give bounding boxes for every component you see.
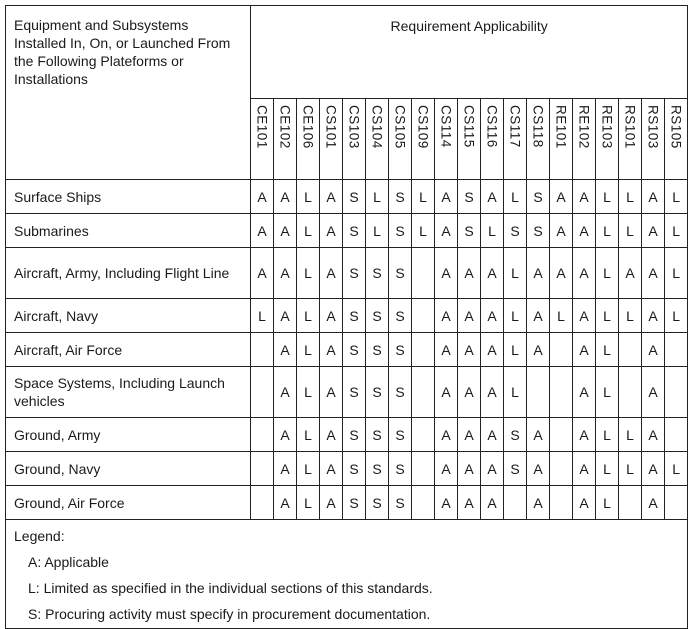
applicability-cell: A xyxy=(573,214,596,248)
row-label: Aircraft, Army, Including Flight Line xyxy=(6,248,251,299)
applicability-cell: A xyxy=(435,299,458,333)
applicability-cell: A xyxy=(458,299,481,333)
column-header-label: CS114 xyxy=(438,105,454,148)
applicability-cell: L xyxy=(504,248,527,299)
applicability-cell: A xyxy=(274,248,297,299)
applicability-cell: A xyxy=(642,180,665,214)
applicability-cell: A xyxy=(435,214,458,248)
applicability-cell: S xyxy=(504,214,527,248)
applicability-cell xyxy=(619,486,642,520)
applicability-cell: A xyxy=(527,418,550,452)
applicability-cell: A xyxy=(274,214,297,248)
row-label: Submarines xyxy=(6,214,251,248)
applicability-cell: A xyxy=(320,180,343,214)
applicability-cell: L xyxy=(665,180,688,214)
applicability-cell: A xyxy=(481,248,504,299)
applicability-cell: A xyxy=(573,299,596,333)
applicability-cell xyxy=(665,418,688,452)
applicability-cell: A xyxy=(573,418,596,452)
column-header-label: CS104 xyxy=(369,105,385,149)
applicability-cell: L xyxy=(596,248,619,299)
applicability-cell: A xyxy=(573,180,596,214)
applicability-cell: A xyxy=(320,214,343,248)
legend-title: Legend: xyxy=(14,528,65,544)
applicability-cell: A xyxy=(274,452,297,486)
applicability-cell: A xyxy=(642,486,665,520)
requirement-applicability-header: Requirement Applicability xyxy=(251,6,688,99)
applicability-cell xyxy=(550,418,573,452)
applicability-cell: L xyxy=(596,367,619,418)
applicability-cell: S xyxy=(389,248,412,299)
applicability-cell: S xyxy=(389,333,412,367)
applicability-cell: L xyxy=(366,214,389,248)
applicability-cell: A xyxy=(642,299,665,333)
column-header-label: CS115 xyxy=(461,105,477,148)
column-header xyxy=(343,99,366,180)
applicability-cell: S xyxy=(366,452,389,486)
applicability-cell: S xyxy=(389,452,412,486)
applicability-cell: S xyxy=(343,180,366,214)
column-header xyxy=(251,99,274,180)
row-label: Surface Ships xyxy=(6,180,251,214)
applicability-cell: S xyxy=(343,299,366,333)
column-header-label: CS116 xyxy=(484,105,500,148)
applicability-cell: A xyxy=(642,248,665,299)
column-header xyxy=(550,99,573,180)
applicability-cell: S xyxy=(366,333,389,367)
column-header xyxy=(665,99,688,180)
applicability-cell: S xyxy=(366,299,389,333)
applicability-cell: A xyxy=(320,299,343,333)
applicability-cell xyxy=(550,452,573,486)
applicability-cell: L xyxy=(665,452,688,486)
column-header-label: CS118 xyxy=(530,105,546,148)
applicability-cell: L xyxy=(504,299,527,333)
applicability-cell: L xyxy=(504,367,527,418)
table-row xyxy=(6,452,688,486)
applicability-cell: L xyxy=(596,299,619,333)
applicability-cell: L xyxy=(297,299,320,333)
applicability-cell: A xyxy=(550,180,573,214)
applicability-cell: A xyxy=(642,333,665,367)
applicability-cell: L xyxy=(596,452,619,486)
applicability-cell: A xyxy=(573,367,596,418)
applicability-cell: A xyxy=(481,180,504,214)
applicability-cell xyxy=(412,248,435,299)
applicability-cell xyxy=(550,367,573,418)
applicability-cell xyxy=(412,367,435,418)
applicability-cell xyxy=(412,299,435,333)
applicability-cell: S xyxy=(343,248,366,299)
column-header xyxy=(366,99,389,180)
column-header xyxy=(573,99,596,180)
applicability-cell: S xyxy=(343,452,366,486)
applicability-cell: A xyxy=(573,452,596,486)
table-row xyxy=(6,418,688,452)
column-header xyxy=(412,99,435,180)
applicability-cell: A xyxy=(481,299,504,333)
applicability-cell: L xyxy=(619,180,642,214)
column-header xyxy=(320,99,343,180)
column-header xyxy=(389,99,412,180)
applicability-cell: A xyxy=(274,486,297,520)
applicability-cell: S xyxy=(504,418,527,452)
column-header xyxy=(527,99,550,180)
applicability-cell: L xyxy=(366,180,389,214)
applicability-cell: L xyxy=(596,486,619,520)
applicability-cell: A xyxy=(458,367,481,418)
table-row xyxy=(6,299,688,333)
column-header xyxy=(504,99,527,180)
applicability-cell xyxy=(665,367,688,418)
table-row xyxy=(6,333,688,367)
legend-item-specify: S: Procuring activity must specify in procurement documentation. xyxy=(28,606,431,622)
applicability-cell: A xyxy=(550,248,573,299)
applicability-cell: L xyxy=(550,299,573,333)
table-row xyxy=(6,486,688,520)
applicability-cell: L xyxy=(412,180,435,214)
row-label: Aircraft, Navy xyxy=(6,299,251,333)
applicability-cell xyxy=(251,367,274,418)
applicability-cell: A xyxy=(274,367,297,418)
applicability-cell: L xyxy=(481,214,504,248)
column-header-label: RS103 xyxy=(645,105,661,149)
applicability-cell: L xyxy=(297,333,320,367)
applicability-cell: S xyxy=(458,180,481,214)
applicability-cell: A xyxy=(619,248,642,299)
applicability-cell: S xyxy=(389,418,412,452)
applicability-cell: L xyxy=(665,299,688,333)
applicability-cell: S xyxy=(366,248,389,299)
column-header xyxy=(458,99,481,180)
applicability-cell: A xyxy=(320,248,343,299)
applicability-cell: S xyxy=(366,367,389,418)
column-header-label: CE106 xyxy=(300,105,316,149)
row-label: Space Systems, Including Launch vehicles xyxy=(6,367,251,418)
applicability-cell: A xyxy=(435,486,458,520)
applicability-cell: L xyxy=(297,486,320,520)
row-label: Ground, Air Force xyxy=(6,486,251,520)
legend-item-limited: L: Limited as specified in the individual sections of this standards. xyxy=(28,580,433,596)
applicability-cell: S xyxy=(343,367,366,418)
applicability-cell: L xyxy=(297,452,320,486)
applicability-cell: S xyxy=(343,333,366,367)
applicability-cell: S xyxy=(527,180,550,214)
applicability-cell: A xyxy=(642,452,665,486)
row-label: Aircraft, Air Force xyxy=(6,333,251,367)
column-header xyxy=(435,99,458,180)
applicability-cell: A xyxy=(481,452,504,486)
applicability-cell: L xyxy=(297,214,320,248)
applicability-cell: L xyxy=(251,299,274,333)
applicability-cell: A xyxy=(527,452,550,486)
applicability-cell: A xyxy=(274,299,297,333)
applicability-cell: L xyxy=(596,180,619,214)
applicability-cell: A xyxy=(435,452,458,486)
table-row xyxy=(6,367,688,418)
applicability-cell: L xyxy=(596,214,619,248)
applicability-cell: A xyxy=(458,452,481,486)
applicability-cell: A xyxy=(481,418,504,452)
applicability-cell xyxy=(619,367,642,418)
applicability-cell xyxy=(412,486,435,520)
applicability-cell xyxy=(550,486,573,520)
applicability-cell xyxy=(251,452,274,486)
applicability-cell: S xyxy=(389,214,412,248)
applicability-cell: A xyxy=(274,418,297,452)
applicability-cell: A xyxy=(320,486,343,520)
applicability-cell: A xyxy=(481,333,504,367)
row-label: Ground, Army xyxy=(6,418,251,452)
applicability-cell: A xyxy=(481,367,504,418)
applicability-cell: A xyxy=(274,180,297,214)
applicability-cell: S xyxy=(458,214,481,248)
column-header-label: RE102 xyxy=(576,105,592,149)
applicability-cell: A xyxy=(458,418,481,452)
applicability-cell: A xyxy=(458,486,481,520)
applicability-cell: A xyxy=(320,418,343,452)
applicability-cell xyxy=(527,367,550,418)
applicability-cell xyxy=(665,486,688,520)
applicability-cell: A xyxy=(320,452,343,486)
legend xyxy=(6,520,688,629)
applicability-cell: A xyxy=(573,486,596,520)
applicability-cell: L xyxy=(504,180,527,214)
applicability-cell: A xyxy=(458,248,481,299)
applicability-cell: A xyxy=(320,333,343,367)
applicability-cell: L xyxy=(412,214,435,248)
applicability-cell xyxy=(251,418,274,452)
column-header-label: CE102 xyxy=(277,105,293,149)
legend-item-applicable: A: Applicable xyxy=(28,554,109,570)
column-header-label: CS103 xyxy=(346,105,362,149)
column-header-label: RE101 xyxy=(553,105,569,149)
applicability-cell xyxy=(412,452,435,486)
column-header xyxy=(481,99,504,180)
applicability-cell: A xyxy=(435,180,458,214)
applicability-cell: A xyxy=(527,333,550,367)
applicability-cell: L xyxy=(619,452,642,486)
table-row xyxy=(6,180,688,214)
applicability-cell: L xyxy=(504,333,527,367)
column-header-label: RS105 xyxy=(668,105,684,149)
applicability-cell: A xyxy=(527,299,550,333)
applicability-cell xyxy=(550,333,573,367)
applicability-cell: L xyxy=(297,248,320,299)
applicability-cell: L xyxy=(596,418,619,452)
applicability-cell: L xyxy=(297,418,320,452)
table-row xyxy=(6,214,688,248)
applicability-cell: S xyxy=(366,486,389,520)
applicability-cell: L xyxy=(619,418,642,452)
column-header-label: CS105 xyxy=(392,105,408,149)
column-header xyxy=(619,99,642,180)
applicability-cell: L xyxy=(596,333,619,367)
column-header-label: CS117 xyxy=(507,105,523,148)
table-row xyxy=(6,248,688,299)
column-header xyxy=(274,99,297,180)
column-header xyxy=(297,99,320,180)
row-label: Ground, Navy xyxy=(6,452,251,486)
applicability-cell xyxy=(251,333,274,367)
applicability-cell: L xyxy=(619,299,642,333)
applicability-cell: S xyxy=(527,214,550,248)
applicability-cell: S xyxy=(343,418,366,452)
applicability-cell: S xyxy=(504,452,527,486)
applicability-cell xyxy=(251,486,274,520)
applicability-cell xyxy=(665,333,688,367)
applicability-cell: A xyxy=(251,214,274,248)
column-header xyxy=(596,99,619,180)
column-header-label: CS101 xyxy=(323,105,339,149)
applicability-cell: A xyxy=(481,486,504,520)
column-header xyxy=(642,99,665,180)
applicability-cell: A xyxy=(527,486,550,520)
applicability-cell: A xyxy=(573,333,596,367)
applicability-cell: A xyxy=(274,333,297,367)
table-body xyxy=(6,180,688,520)
applicability-cell: A xyxy=(435,248,458,299)
applicability-cell: L xyxy=(665,214,688,248)
applicability-cell xyxy=(619,333,642,367)
applicability-cell xyxy=(504,486,527,520)
applicability-cell: A xyxy=(435,418,458,452)
column-header-label: RE103 xyxy=(599,105,615,149)
applicability-cell: A xyxy=(550,214,573,248)
applicability-cell: A xyxy=(642,418,665,452)
platforms-header: Equipment and Subsystems Installed In, On, or Launched From the Following Plateforms or Installations xyxy=(6,6,251,180)
applicability-cell: A xyxy=(573,248,596,299)
applicability-cell: A xyxy=(320,367,343,418)
applicability-cell: S xyxy=(389,367,412,418)
column-header-label: RS101 xyxy=(622,105,638,149)
applicability-cell: A xyxy=(458,333,481,367)
applicability-cell: S xyxy=(343,214,366,248)
column-header-label: CS109 xyxy=(415,105,431,149)
applicability-cell: L xyxy=(619,214,642,248)
applicability-cell: L xyxy=(297,367,320,418)
applicability-cell xyxy=(412,333,435,367)
applicability-cell: S xyxy=(343,486,366,520)
applicability-cell: S xyxy=(389,486,412,520)
applicability-cell: A xyxy=(251,248,274,299)
applicability-cell: A xyxy=(435,367,458,418)
applicability-cell: L xyxy=(297,180,320,214)
applicability-cell: L xyxy=(665,248,688,299)
applicability-cell: A xyxy=(642,214,665,248)
applicability-cell: A xyxy=(251,180,274,214)
applicability-cell: A xyxy=(642,367,665,418)
applicability-cell: A xyxy=(527,248,550,299)
applicability-cell xyxy=(412,418,435,452)
applicability-cell: S xyxy=(366,418,389,452)
column-header-label: CE101 xyxy=(254,105,270,149)
applicability-cell: S xyxy=(389,299,412,333)
requirement-applicability-table xyxy=(5,5,688,629)
applicability-cell: S xyxy=(389,180,412,214)
applicability-cell: A xyxy=(435,333,458,367)
